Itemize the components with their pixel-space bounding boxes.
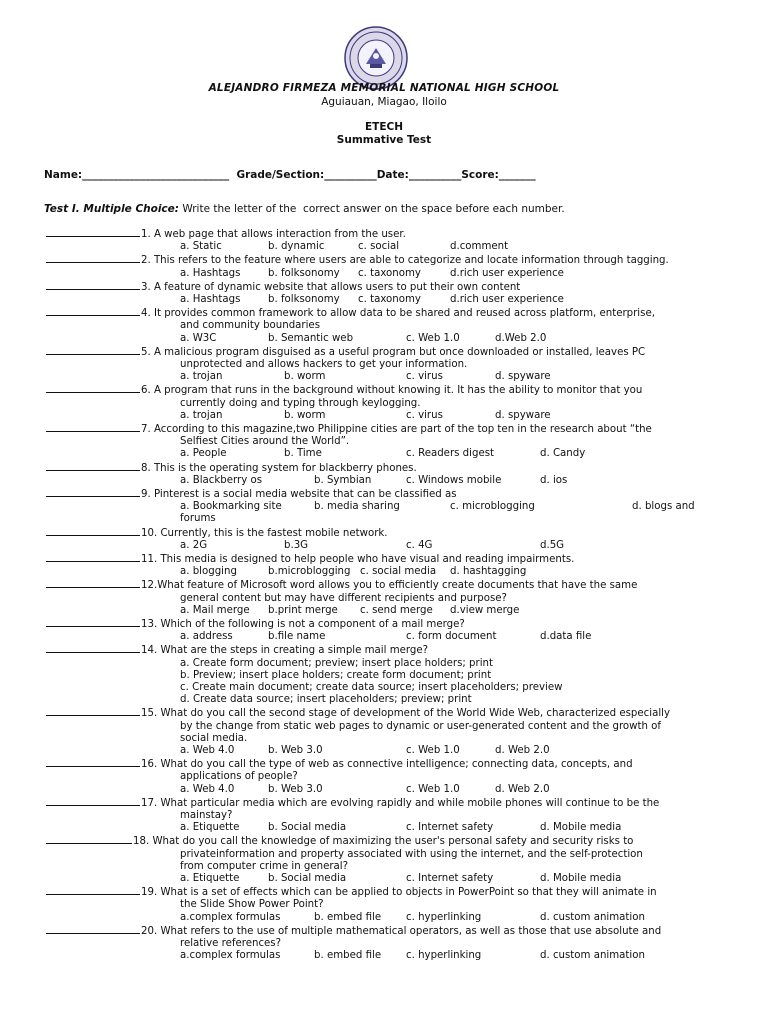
answer-options [46, 268, 746, 280]
answer-blank[interactable] [46, 487, 140, 497]
answer-option: a. Bookmarking site [180, 501, 282, 513]
question-text: 3. A feature of dynamic website that allows users to put their own content [141, 281, 521, 293]
question-text: 12.What feature of Microsoft word allows you to efficiently create documents that have the same [141, 580, 638, 592]
answer-option: c. taxonomy [358, 267, 421, 279]
answer-option: d. custom animation [540, 950, 645, 962]
question-item [46, 513, 746, 525]
answer-option: c. Internet safety [406, 822, 494, 834]
answer-blank[interactable] [46, 796, 140, 806]
answer-option: b. media sharing [314, 501, 400, 513]
answer-option: c. virus [406, 409, 443, 421]
question-text-continued: Selfiest Cities around the World”. [180, 436, 350, 448]
answer-option: c. Web 1.0 [406, 744, 460, 756]
question-item [46, 253, 746, 279]
question-text: 13. Which of the following is not a component of a mail merge? [141, 618, 465, 630]
answer-option: b. Semantic web [268, 332, 354, 344]
question-text: 15. What do you call the second stage of development of the World Wide Web, characterized especially [141, 708, 671, 720]
answer-option: d. Mobile media [540, 872, 622, 884]
answer-option: b. dynamic [268, 241, 325, 253]
answer-option: d. custom animation [540, 911, 645, 923]
instructions-label: Test I. Multiple Choice: [44, 203, 179, 215]
answer-option: d. hashtagging [450, 566, 527, 578]
answer-options [46, 784, 746, 796]
question-item [46, 706, 746, 757]
answer-options [46, 605, 746, 617]
answer-option: b.file name [268, 631, 326, 643]
answer-option: d.rich user experience [450, 293, 564, 305]
answer-blank[interactable] [46, 280, 140, 290]
answer-blank[interactable] [46, 306, 140, 316]
answer-option: a. Web 4.0 [180, 783, 235, 795]
answer-blank[interactable] [46, 757, 140, 767]
answer-option: c. Web 1.0 [406, 332, 460, 344]
answer-option: b. Social media [268, 872, 347, 884]
answer-option: a. Blackberry os [180, 474, 263, 486]
answer-option: b. embed file [314, 911, 382, 923]
instructions-text: Write the letter of the correct answer on the space before each number. [178, 203, 565, 215]
question-text: 5. A malicious program disguised as a useful program but once downloaded or installed, leaves PC [141, 346, 646, 358]
school-address: Aguiauan, Miagao, Iloilo [321, 96, 447, 108]
answer-blank[interactable] [46, 706, 140, 716]
answer-options [46, 745, 746, 757]
student-info-line: Name:____________________________ Grade/Section:__________Date:__________Score:_______ [44, 169, 536, 181]
answer-option: a.complex formulas [180, 950, 281, 962]
question-item [46, 617, 746, 643]
answer-option: c. Internet safety [406, 872, 494, 884]
answer-option: a. 2G [180, 539, 208, 551]
question-text-continued: unprotected and allows hackers to get your information. [180, 358, 468, 370]
answer-option: d. Web 2.0 [495, 783, 550, 795]
question-item [46, 885, 746, 924]
answer-options [46, 501, 746, 513]
question-text: 18. What do you call the knowledge of maximizing the user's personal safety and security risks to [133, 836, 634, 848]
answer-options [46, 566, 746, 578]
answer-option: a. address [180, 631, 233, 643]
answer-option: d. Candy [540, 448, 586, 460]
question-item [46, 643, 746, 706]
answer-blank[interactable] [46, 578, 140, 588]
question-item [46, 383, 746, 422]
question-item [46, 834, 746, 885]
answer-option: a. Web 4.0 [180, 744, 235, 756]
question-item [46, 227, 746, 253]
question-text-continued: relative references? [180, 937, 282, 949]
answer-blank[interactable] [46, 552, 140, 562]
question-text-continued: forums [180, 513, 216, 525]
question-item [46, 924, 746, 963]
answer-blank[interactable] [46, 227, 140, 237]
answer-option: b. worm [284, 409, 326, 421]
answer-option: d.Web 2.0 [495, 332, 547, 344]
question-text-continued: mainstay? [180, 809, 233, 821]
answer-option: a. Hashtags [180, 267, 241, 279]
answer-option: d.5G [540, 539, 565, 551]
answer-option: a. blogging [180, 566, 237, 578]
answer-option: a. W3C [180, 332, 217, 344]
question-item [46, 345, 746, 384]
answer-option: b. Symbian [314, 474, 372, 486]
question-item [46, 280, 746, 306]
answer-option: c. send merge [360, 604, 433, 616]
answer-option: c. Create main document; create data source; insert placeholders; preview [180, 681, 563, 693]
answer-option: d. blogs and [632, 501, 695, 513]
answer-option: d. ios [540, 474, 568, 486]
question-text: 9. Pinterest is a social media website that can be classified as [141, 488, 457, 500]
answer-option: b. Preview; insert place holders; create form document; print [180, 669, 492, 681]
answer-blank[interactable] [46, 345, 140, 355]
answer-option: d.comment [450, 241, 509, 253]
answer-options [46, 333, 746, 345]
answer-option: c. Readers digest [406, 448, 495, 460]
question-text: 6. A program that runs in the background without knowing it. It has the ability to monitor that you [141, 385, 643, 397]
answer-options [46, 294, 746, 306]
question-text-continued: by the change from static web pages to dynamic or user-generated content and the growth of [180, 720, 661, 732]
question-item [46, 552, 746, 578]
answer-option: c. hyperlinking [406, 911, 482, 923]
question-text: 14. What are the steps in creating a simple mail merge? [141, 645, 429, 657]
answer-option: c. Web 1.0 [406, 783, 460, 795]
answer-options [46, 873, 746, 885]
answer-option: a. Etiquette [180, 872, 240, 884]
answer-option: d. Web 2.0 [495, 744, 550, 756]
answer-options [46, 475, 746, 487]
answer-blank[interactable] [46, 885, 140, 895]
answer-options [46, 822, 746, 834]
answer-option: b.print merge [268, 604, 338, 616]
question-text-continued: general content but may have different recipients and purpose? [180, 592, 507, 604]
question-text: 11. This media is designed to help people who have visual and reading impairments. [141, 553, 575, 565]
question-text-continued: the Slide Show Power Point? [180, 899, 324, 911]
answer-option: d.rich user experience [450, 267, 564, 279]
answer-options [46, 448, 746, 460]
question-item [46, 796, 746, 835]
answer-blank[interactable] [46, 526, 140, 536]
answer-option: a. trojan [180, 371, 223, 383]
answer-blank[interactable] [46, 253, 140, 263]
question-item [46, 487, 746, 513]
question-text-continued: privateinformation and property associated with using the internet, and the self-protection [180, 848, 643, 860]
answer-option: b. Social media [268, 822, 347, 834]
question-text: 1. A web page that allows interaction from the user. [141, 229, 406, 240]
question-text: 10. Currently, this is the fastest mobile network. [141, 527, 388, 539]
answer-options [46, 950, 746, 962]
answer-option: a. Create form document; preview; insert place holders; print [180, 657, 493, 669]
answer-blank[interactable] [46, 643, 140, 653]
question-text: 19. What is a set of effects which can be applied to objects in PowerPoint so that they will animate in [141, 887, 657, 899]
question-text: 16. What do you call the type of web as connective intelligence; connecting data, concepts, and [141, 759, 633, 771]
question-text: 8. This is the operating system for blackberry phones. [141, 462, 417, 474]
answer-options [46, 241, 746, 253]
answer-options [46, 631, 746, 643]
answer-option: a. People [180, 448, 227, 460]
question-item [46, 461, 746, 487]
question-item [46, 422, 746, 461]
question-item [46, 757, 746, 796]
question-list [46, 227, 746, 962]
answer-option: a.complex formulas [180, 911, 281, 923]
answer-option: d.view merge [450, 604, 520, 616]
answer-option: b. folksonomy [268, 267, 340, 279]
answer-option: a. Static [180, 241, 222, 253]
answer-option: a. Hashtags [180, 293, 241, 305]
question-text-continued: currently doing and typing through keylogging. [180, 397, 421, 409]
deped-seal-logo [344, 26, 408, 90]
answer-option: d. Mobile media [540, 822, 622, 834]
answer-option: d. spyware [495, 409, 551, 421]
answer-option: b. folksonomy [268, 293, 340, 305]
question-item [46, 578, 746, 617]
answer-option: a. trojan [180, 409, 223, 421]
answer-option: d. Create data source; insert placeholders; preview; print [180, 694, 472, 706]
answer-option: c. form document [406, 631, 497, 643]
question-text-continued: social media. [180, 732, 248, 744]
answer-option: b. embed file [314, 950, 382, 962]
question-text-continued: from computer crime in general? [180, 860, 349, 872]
answer-options [46, 410, 746, 422]
answer-blank[interactable] [46, 834, 132, 844]
answer-option: c. virus [406, 371, 443, 383]
answer-option: b. worm [284, 371, 326, 383]
answer-option: c. hyperlinking [406, 950, 482, 962]
answer-option: c. social media [360, 566, 437, 578]
answer-option: c. microblogging [450, 501, 535, 513]
question-item [46, 306, 746, 345]
answer-option: a. Mail merge [180, 604, 250, 616]
answer-options [46, 371, 746, 383]
answer-option: a. Etiquette [180, 822, 240, 834]
answer-blank[interactable] [46, 617, 140, 627]
question-text-continued: and community boundaries [180, 320, 321, 332]
answer-option: c. taxonomy [358, 293, 421, 305]
answer-option: c. 4G [406, 539, 433, 551]
answer-options [46, 912, 746, 924]
answer-option: b.microblogging [268, 566, 351, 578]
answer-option: d. spyware [495, 371, 551, 383]
test-title: Summative Test [336, 134, 432, 146]
answer-option: b. Time [284, 448, 322, 460]
question-text: 17. What particular media which are evolving rapidly and while mobile phones will continue to be the [141, 797, 660, 809]
answer-option: b.3G [284, 539, 309, 551]
answer-blank[interactable] [46, 924, 140, 934]
question-text: 7. According to this magazine,two Philippine cities are part of the top ten in the research about “the [141, 423, 652, 435]
answer-blank[interactable] [46, 422, 140, 432]
school-name: ALEJANDRO FIRMEZA MEMORIAL NATIONAL HIGH SCHOOL [208, 82, 560, 94]
question-text: 2. This refers to the feature where users are able to categorize and locate information through tagging. [141, 255, 669, 267]
answer-options [46, 540, 746, 552]
question-item [46, 526, 746, 552]
question-text: 20. What refers to the use of multiple mathematical operators, as well as those that use absolute and [141, 925, 662, 937]
answer-option: d.data file [540, 631, 592, 643]
subject-title: ETECH [364, 121, 403, 133]
answer-option: b. Web 3.0 [268, 744, 323, 756]
answer-option: c. social [358, 241, 400, 253]
question-text-continued: applications of people? [180, 771, 298, 783]
answer-option: b. Web 3.0 [268, 783, 323, 795]
answer-blank[interactable] [46, 383, 140, 393]
test-instructions [44, 203, 565, 215]
question-text: 4. It provides common framework to allow data to be shared and reused across platform, enterprise, [141, 308, 655, 320]
answer-blank[interactable] [46, 461, 140, 471]
answer-option: c. Windows mobile [406, 474, 502, 486]
